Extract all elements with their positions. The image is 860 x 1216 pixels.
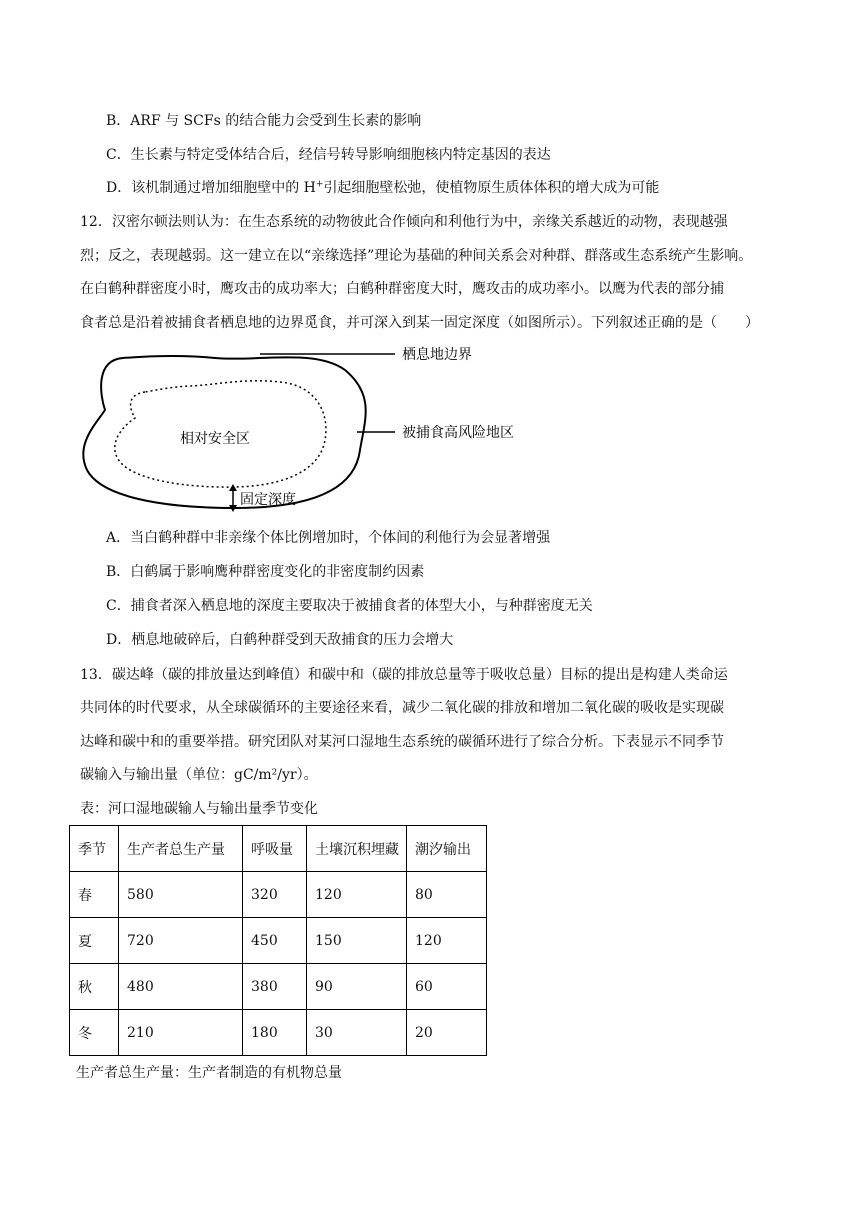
risk-zone-label: 被捕食高风险地区 — [402, 425, 514, 441]
carbon-flux-table — [69, 825, 487, 1056]
table-cell: 580 — [119, 872, 243, 918]
q12-stem-line-1: 12．汉密尔顿法则认为：在生态系统的动物彼此合作倾向和利他行为中，亲缘关系越近的动物，表现越强 — [80, 214, 728, 230]
table-row — [70, 964, 487, 1010]
q11-option-c: C．生长素与特定受体结合后，经信号转导影响细胞核内特定基因的表达 — [106, 147, 551, 163]
q11-option-d-text-2: 引起细胞壁松弛，使植物原生质体体积的增大成为可能 — [323, 180, 660, 196]
habitat-diagram — [75, 340, 545, 520]
depth-arrow-head-top — [229, 484, 237, 491]
safe-zone-label: 相对安全区 — [180, 431, 250, 447]
table-cell: 80 — [407, 872, 487, 918]
table-header-row — [70, 826, 487, 872]
table-cell: 180 — [243, 1010, 307, 1056]
table-cell: 120 — [307, 872, 407, 918]
table-cell: 450 — [243, 918, 307, 964]
q11-option-d — [106, 178, 659, 198]
boundary-label: 栖息地边界 — [402, 347, 472, 363]
table-cell: 60 — [407, 964, 487, 1010]
q12-stem-line-4: 食者总是沿着被捕食者栖息地的边界觅食，并可深入到某一固定深度（如图所示）。下列叙述正确的是（ ） — [80, 315, 759, 331]
table-cell: 30 — [307, 1010, 407, 1056]
q12-stem-line-3: 在白鹤种群密度小时，鹰攻击的成功率大；白鹤种群密度大时，鹰攻击的成功率小。以鹰为代表的部分捕 — [80, 281, 724, 297]
table-cell: 夏 — [70, 918, 119, 964]
table-cell: 春 — [70, 872, 119, 918]
table-caption: 表：河口湿地碳输人与输出量季节变化 — [80, 801, 318, 817]
table-cell: 210 — [119, 1010, 243, 1056]
table-cell: 720 — [119, 918, 243, 964]
table-cell: 90 — [307, 964, 407, 1010]
q12-option-a: A．当白鹤种群中非亲缘个体比例增加时，个体间的利他行为会显著增强 — [106, 530, 551, 546]
header-cell: 潮汐输出 — [407, 826, 487, 872]
header-cell: 呼吸量 — [243, 826, 307, 872]
table-cell: 380 — [243, 964, 307, 1010]
table-row — [70, 918, 487, 964]
table-cell: 冬 — [70, 1010, 119, 1056]
q11-option-d-superscript: + — [315, 179, 324, 190]
header-cell: 土壤沉积埋藏 — [307, 826, 407, 872]
q13-stem-line-2: 共同体的时代要求，从全球碳循环的主要途径来看，减少二氧化碳的排放和增加二氧化碳的吸收是实现碳 — [80, 700, 724, 716]
table-cell: 320 — [243, 872, 307, 918]
table-cell: 120 — [407, 918, 487, 964]
table-cell: 20 — [407, 1010, 487, 1056]
table-cell: 480 — [119, 964, 243, 1010]
table-footnote: 生产者总生产量：生产者制造的有机物总量 — [76, 1065, 342, 1081]
table-row — [70, 1010, 487, 1056]
q13-stem-line-4: 碳输入与输出量（单位：gC/m²/yr）。 — [80, 767, 318, 783]
q12-option-d: D．栖息地破碎后，白鹤种群受到天敌捕食的压力会增大 — [106, 632, 454, 648]
header-cell: 季节 — [70, 826, 119, 872]
q11-option-d-text-1: D．该机制通过增加细胞壁中的 H — [106, 180, 316, 196]
q12-option-b: B．白鹤属于影响鹰种群密度变化的非密度制约因素 — [106, 564, 425, 580]
q13-stem-line-1: 13．碳达峰（碳的排放量达到峰值）和碳中和（碳的排放总量等于吸收总量）目标的提出是构建人类命运 — [80, 667, 728, 683]
table-row — [70, 872, 487, 918]
q12-stem-line-2: 烈；反之，表现越弱。这一建立在以“亲缘选择”理论为基础的种间关系会对种群、群落或生态系统产生影响。 — [80, 248, 753, 264]
table-cell: 150 — [307, 918, 407, 964]
header-cell: 生产者总生产量 — [119, 826, 243, 872]
q11-option-b: B．ARF 与 SCFs 的结合能力会受到生长素的影响 — [106, 113, 422, 129]
depth-label: 固定深度 — [240, 492, 296, 508]
q13-stem-line-3: 达峰和碳中和的重要举措。研究团队对某河口湿地生态系统的碳循环进行了综合分析。下表显示不同季节 — [80, 734, 724, 750]
table-cell: 秋 — [70, 964, 119, 1010]
q12-option-c: C．捕食者深入栖息地的深度主要取决于被捕食者的体型大小，与种群密度无关 — [106, 598, 593, 614]
